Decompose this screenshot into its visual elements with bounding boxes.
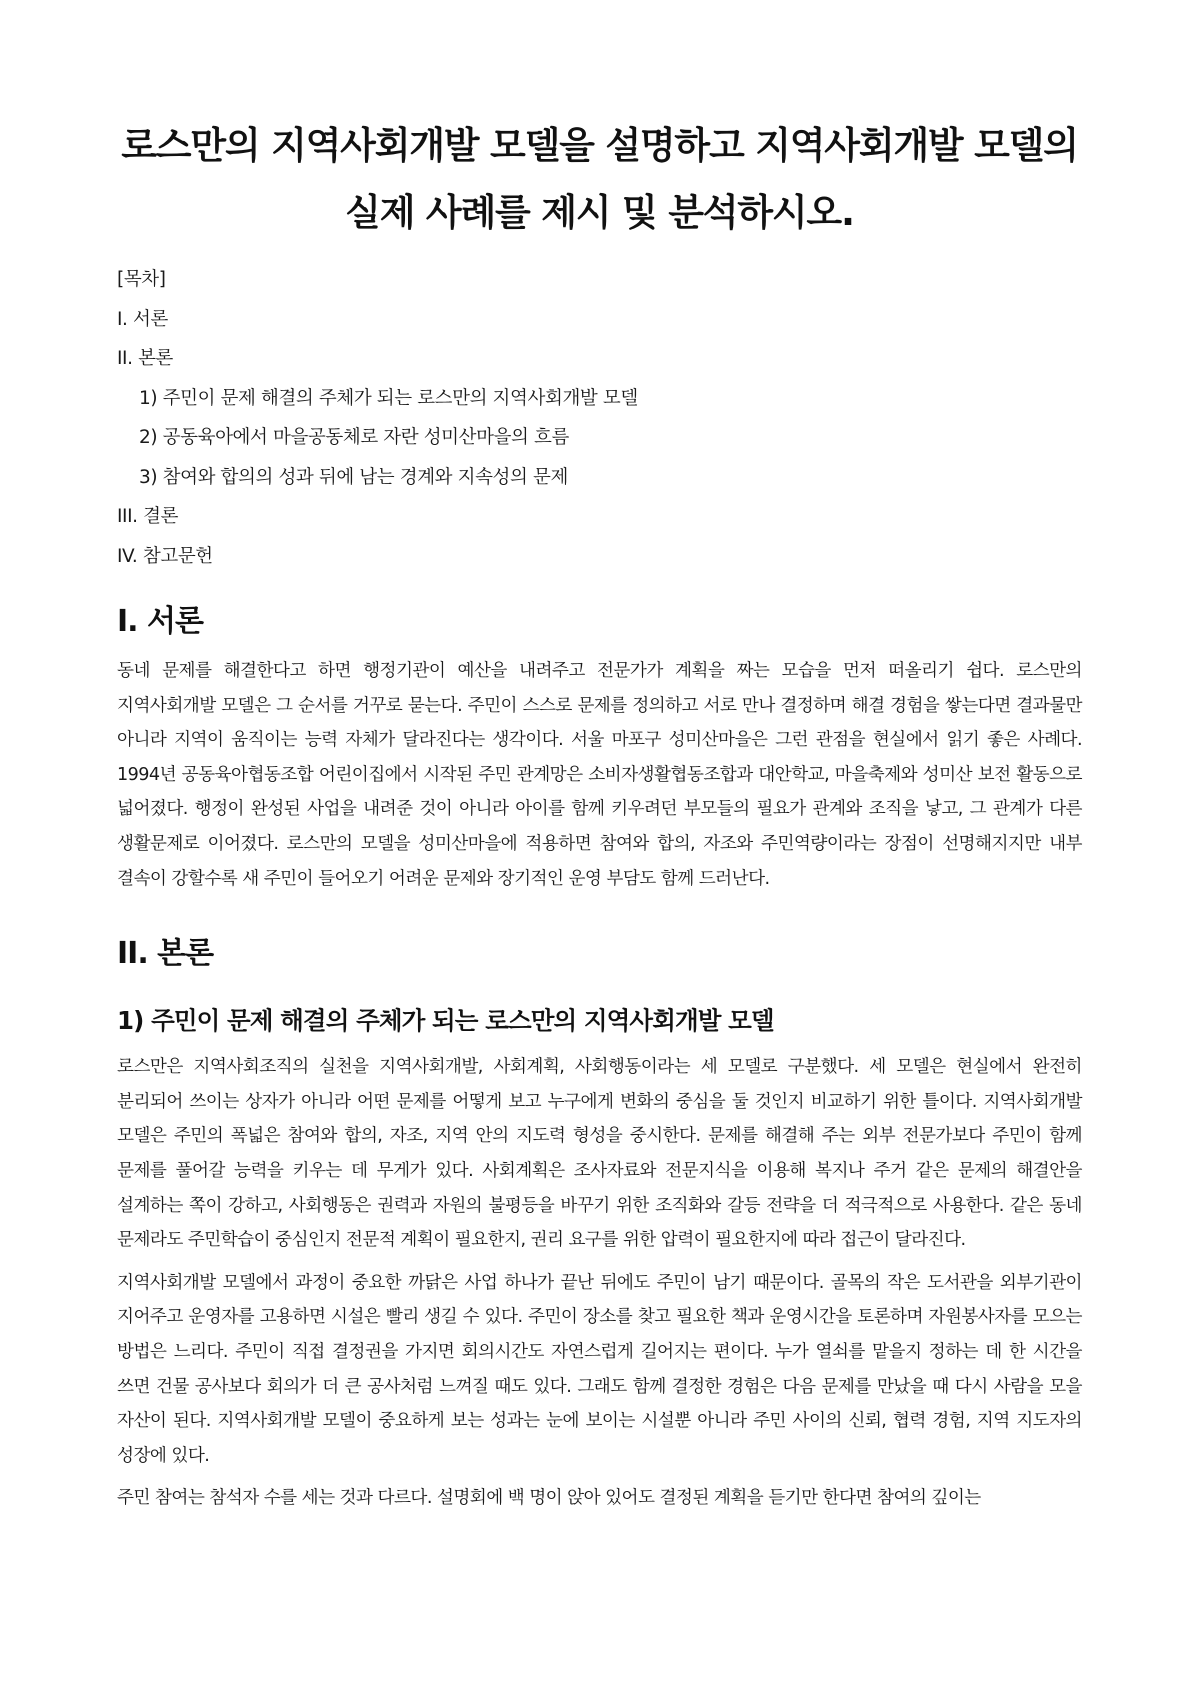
intro-heading: I. 서론 xyxy=(117,604,203,639)
toc-item-conclusion: III. 결론 xyxy=(117,506,179,527)
intro-paragraph: 동네 문제를 해결한다고 하면 행정기관이 예산을 내려주고 전문가가 계획을 짜는 모습을 먼저 떠올리기 쉽다. 로스만의 지역사회개발 모델은 그 순서를 거꾸로 묻는다. 주민이 스스로 문제를 정의하고 서로 만나 결정하며 해결 경험을 쌓는다면 결과물만 아니라 지역이 움직이는 능력 자체가 달라진다는 생각이다. 서울 마포구 성미산마을은 그런 관점을 현실에서 읽기 좋은 사례다. 1994년 공동육아협동조합 어린이집에서 시작된 주민 관계망은 소비자생활협동조합과 대안학교, 마을축제와 성미산 보전 활동으로 넓어졌다. 행정이 완성된 사업을 내려준 것이 아니라 아이를 함께 키우려던 부모들의 필요가 관계와 조직을 낳고, 그 관계가 다른 생활문제로 이어졌다. 로스만의 모델을 성미산마을에 적용하면 참여와 합의, 자조와 주민역량이라는 장점이 선명해지지만 내부 결속이 강할수록 새 주민이 들어오기 어려운 문제와 장기적인 운영 부담도 함께 드러난다. xyxy=(117,661,1082,889)
toc-subitem-3: 3) 참여와 합의의 성과 뒤에 남는 경계와 지속성의 문제 xyxy=(139,466,568,488)
toc-subitem-2: 2) 공동육아에서 마을공동체로 자란 성미산마을의 흐름 xyxy=(139,427,569,448)
document-title-line-1: 로스만의 지역사회개발 모델을 설명하고 지역사회개발 모델의 xyxy=(121,124,1078,167)
table-of-contents xyxy=(117,260,1082,576)
document-title-line-2: 실제 사례를 제시 및 분석하시오. xyxy=(345,191,854,234)
toc-label: [목차] xyxy=(117,269,166,290)
body-paragraph-3: 주민 참여는 참석자 수를 세는 것과 다르다. 설명회에 백 명이 앉아 있어도 결정된 계획을 듣기만 한다면 참여의 깊이는 xyxy=(117,1488,981,1509)
body-heading: II. 본론 xyxy=(117,936,214,972)
toc-item-body: II. 본론 xyxy=(117,348,174,369)
toc-subitem-1: 1) 주민이 문제 해결의 주체가 되는 로스만의 지역사회개발 모델 xyxy=(139,387,638,409)
toc-item-intro: I. 서론 xyxy=(117,308,168,330)
body-subheading-1: 1) 주민이 문제 해결의 주체가 되는 로스만의 지역사회개발 모델 xyxy=(117,1006,774,1036)
toc-item-references: IV. 참고문헌 xyxy=(117,545,213,567)
document-title xyxy=(117,0,1082,246)
body-paragraph-1: 로스만은 지역사회조직의 실천을 지역사회개발, 사회계획, 사회행동이라는 세 모델로 구분했다. 세 모델은 현실에서 완전히 분리되어 쓰이는 상자가 아니라 어떤 문제를 어떻게 보고 누구에게 변화의 중심을 둘 것인지 비교하기 위한 틀이다. 지역사회개발 모델은 주민의 폭넓은 참여와 합의, 자조, 지역 안의 지도력 형성을 중시한다. 문제를 해결해 주는 외부 전문가보다 주민이 함께 문제를 풀어갈 능력을 키우는 데 무게가 있다. 사회계획은 조사자료와 전문지식을 이용해 복지나 주거 같은 문제의 해결안을 설계하는 쪽이 강하고, 사회행동은 권력과 자원의 불평등을 바꾸기 위한 조직화와 갈등 전략을 더 적극적으로 사용한다. 같은 동네 문제라도 주민학습이 중심인지 전문적 계획이 필요한지, 권리 요구를 위한 압력이 필요한지에 따라 접근이 달라진다. xyxy=(117,1057,1082,1251)
body-paragraph-2: 지역사회개발 모델에서 과정이 중요한 까닭은 사업 하나가 끝난 뒤에도 주민이 남기 때문이다. 골목의 작은 도서관을 외부기관이 지어주고 운영자를 고용하면 시설은 빨리 생길 수 있다. 주민이 장소를 찾고 필요한 책과 운영시간을 토론하며 자원봉사자를 모으는 방법은 느리다. 주민이 직접 결정권을 가지면 회의시간도 자연스럽게 길어지는 편이다. 누가 열쇠를 맡을지 정하는 데 한 시간을 쓰면 건물 공사보다 회의가 더 큰 공사처럼 느껴질 때도 있다. 그래도 함께 결정한 경험은 다음 문제를 만났을 때 다시 사람을 모을 자산이 된다. 지역사회개발 모델이 중요하게 보는 성과는 눈에 보이는 시설뿐 아니라 주민 사이의 신뢰, 협력 경험, 지역 지도자의 성장에 있다. xyxy=(117,1272,1082,1466)
